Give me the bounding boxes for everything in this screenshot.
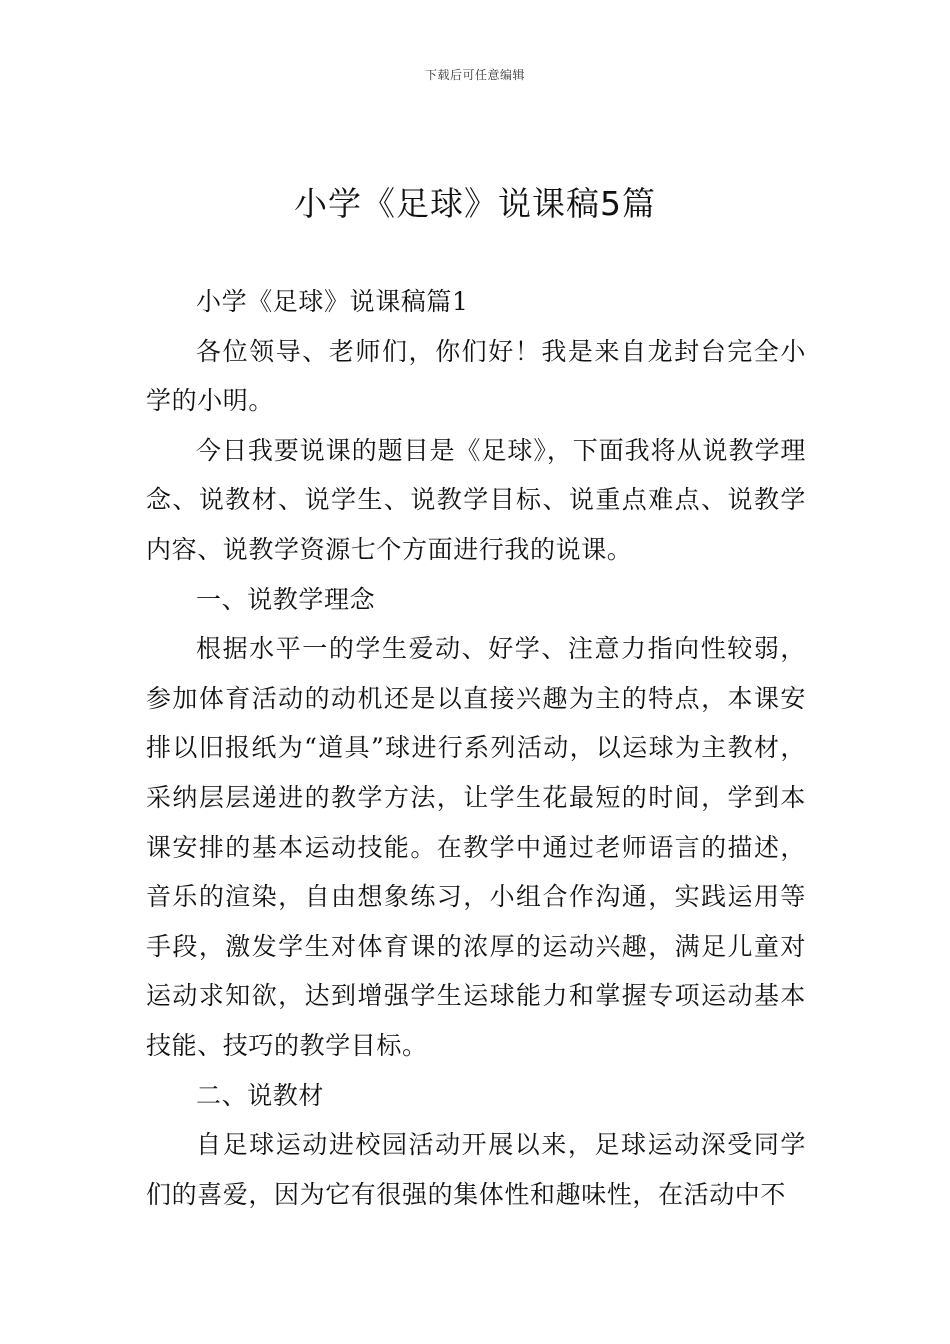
document-body: [146, 277, 806, 1219]
paragraph-teaching-philosophy: 根据水平一的学生爱动、好学、注意力指向性较弱，参加体育活动的动机还是以直接兴趣为主的特点，本课安排以旧报纸为“道具”球进行系列活动，以运球为主教材，采纳层层递进的教学方法，让学生花最短的时间，学到本课安排的基本运动技能。在教学中通过老师语言的描述，音乐的渲染，自由想象练习，小组合作沟通，实践运用等手段，激发学生对体育课的浓厚的运动兴趣，满足儿童对运动求知欲，达到增强学生运球能力和掌握专项运动基本技能、技巧的教学目标。: [146, 634, 806, 1060]
section-heading-article-1: 小学《足球》说课稿篇1: [196, 287, 469, 316]
paragraph-topic-intro: 今日我要说课的题目是《足球》，下面我将从说教学理念、说教材、说学生、说教学目标、说重点难点、说教学内容、说教学资源七个方面进行我的说课。: [146, 435, 806, 564]
section-heading-textbook: 二、说教材: [196, 1080, 325, 1110]
document-title: 小学《足球》说课稿5篇: [294, 184, 656, 223]
paragraph-greeting: 各位领导、老师们，你们好！我是来自龙封台完全小学的小明。: [146, 336, 806, 416]
paragraph-textbook: 自足球运动进校园活动开展以来，足球运动深受同学们的喜爱，因为它有很强的集体性和趣味性，在活动中不: [146, 1130, 806, 1209]
header-note: 下载后可任意编辑: [424, 68, 525, 82]
section-heading-teaching-philosophy: 一、说教学理念: [196, 584, 376, 614]
